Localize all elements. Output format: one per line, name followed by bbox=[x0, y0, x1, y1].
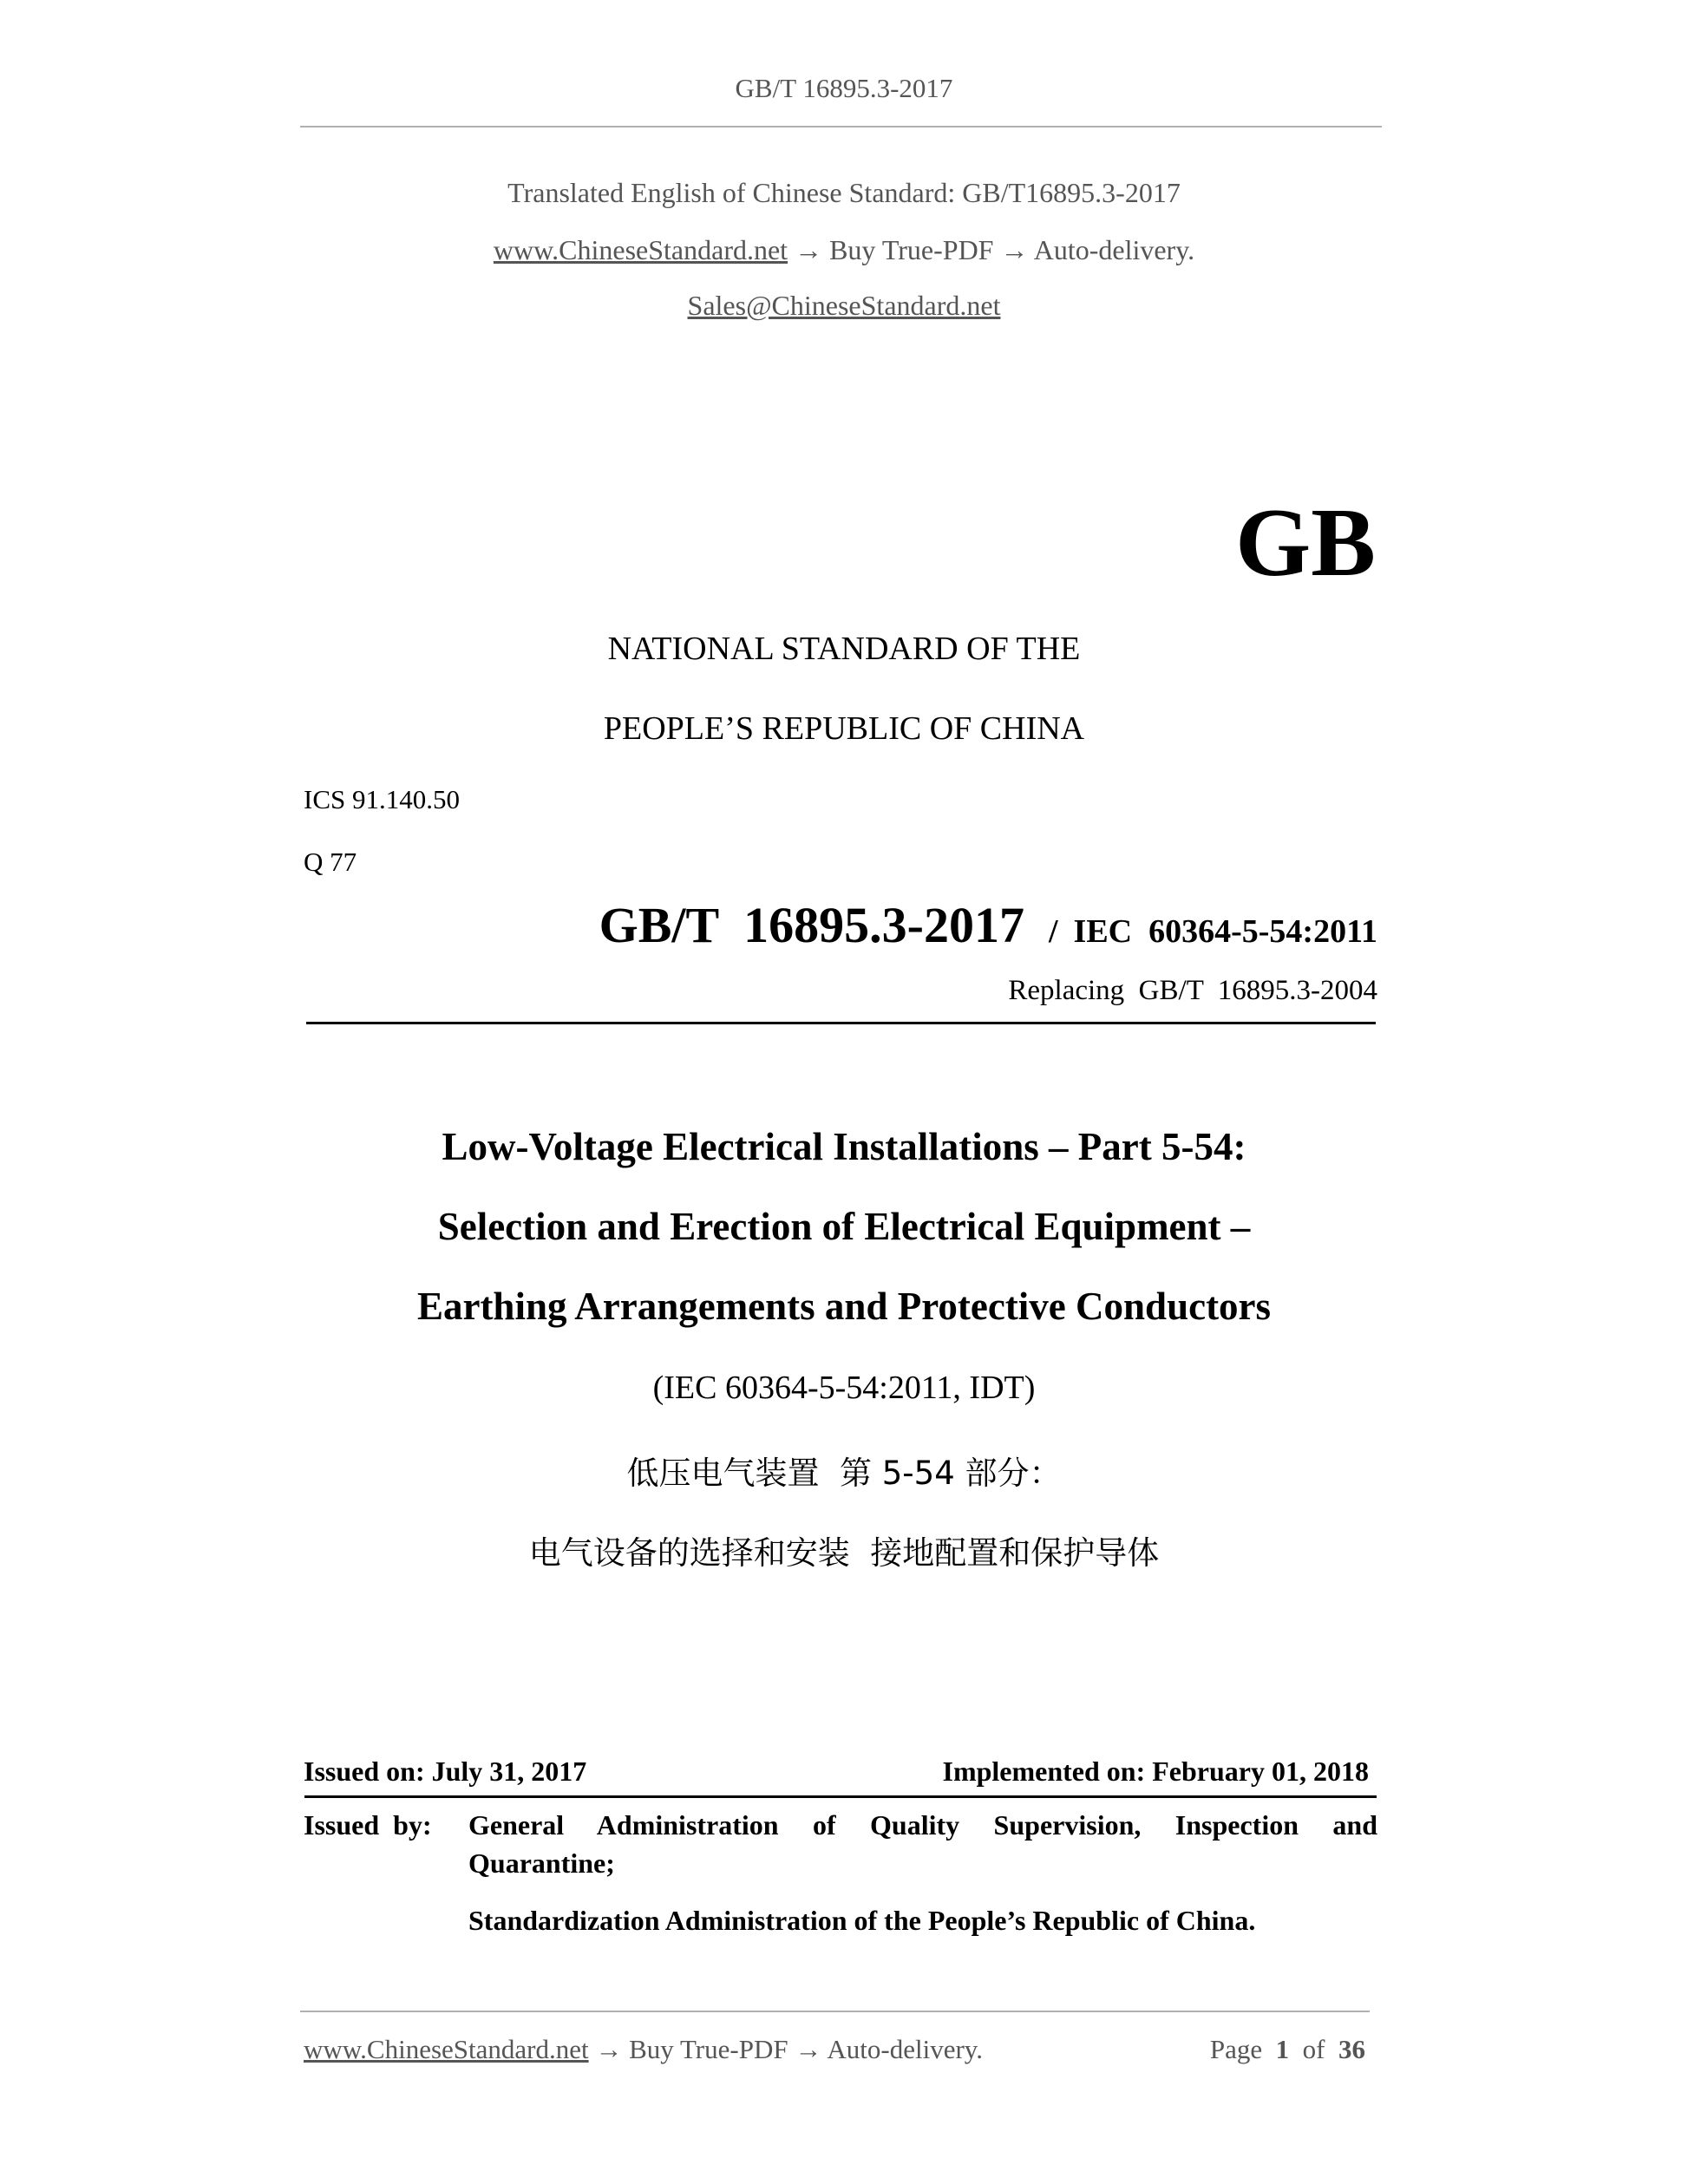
chinese-title-line-2: 电气设备的选择和安装 接地配置和保护导体 bbox=[528, 1534, 1160, 1572]
arrow-icon: → bbox=[595, 2034, 623, 2064]
standard-number-line bbox=[599, 897, 1377, 953]
page-indicator bbox=[1210, 2034, 1365, 2065]
header-divider bbox=[300, 126, 1382, 128]
page-label: Page bbox=[1209, 2034, 1263, 2064]
standard-number: GB/T 16895.3-2017 bbox=[599, 897, 1024, 953]
title-line-2: Selection and Erection of Electrical Equipment – bbox=[437, 1205, 1251, 1248]
site-link[interactable]: www.ChineseStandard.net bbox=[493, 234, 788, 265]
implemented-on: Implemented on: February 01, 2018 bbox=[942, 1756, 1369, 1787]
email-line bbox=[0, 290, 1688, 322]
running-header: GB/T 16895.3-2017 bbox=[735, 73, 953, 103]
arrow-icon: → bbox=[795, 2034, 822, 2064]
standard-separator: / bbox=[1048, 913, 1058, 950]
ics-code: ICS 91.140.50 bbox=[304, 784, 460, 814]
footer-divider bbox=[300, 2011, 1370, 2012]
title-line-3: Earthing Arrangements and Protective Conductors bbox=[416, 1285, 1272, 1328]
issued-on: Issued on: July 31, 2017 bbox=[304, 1756, 587, 1787]
replacing-note: Replacing GB/T 16895.3-2004 bbox=[1008, 975, 1377, 1006]
page-total: 36 bbox=[1338, 2034, 1365, 2064]
iec-equivalent: IEC 60364-5-54:2011 bbox=[1073, 913, 1377, 950]
delivery-text: Auto-delivery. bbox=[1033, 234, 1195, 265]
arrow-icon: → bbox=[1000, 234, 1029, 265]
footer-delivery-text: Auto-delivery. bbox=[827, 2034, 984, 2064]
national-standard-line-2: PEOPLE’S REPUBLIC OF CHINA bbox=[603, 710, 1085, 747]
translation-notice: Translated English of Chinese Standard: GB/T16895.3-2017 bbox=[507, 177, 1181, 208]
title-divider bbox=[306, 1022, 1376, 1024]
buy-text: Buy True-PDF bbox=[829, 234, 994, 265]
footer-links bbox=[304, 2034, 983, 2065]
page-number: 1 bbox=[1275, 2034, 1290, 2064]
chinese-title-line-1: 低压电气装置 第 5-54 部分： bbox=[626, 1455, 1062, 1492]
issued-by-line-2: Quarantine; bbox=[468, 1847, 615, 1879]
gb-mark: GB bbox=[1235, 489, 1376, 597]
promo-links bbox=[0, 234, 1688, 266]
national-standard-line-1: NATIONAL STANDARD OF THE bbox=[607, 631, 1081, 667]
email-link[interactable]: Sales@ChineseStandard.net bbox=[687, 290, 1001, 321]
footer-site-link[interactable]: www.ChineseStandard.net bbox=[304, 2034, 589, 2064]
ccs-code: Q 77 bbox=[304, 847, 357, 877]
idt-note: (IEC 60364-5-54:2011, IDT) bbox=[652, 1370, 1036, 1406]
issuance-divider bbox=[304, 1795, 1377, 1798]
issued-by-line-1: General Administration of Quality Supervision, Inspection and bbox=[468, 1809, 1377, 1841]
footer-buy-text: Buy True-PDF bbox=[629, 2034, 788, 2064]
issued-by-line-3: Standardization Administration of the People’s Republic of China. bbox=[468, 1905, 1256, 1936]
of-label: of bbox=[1302, 2034, 1325, 2064]
issued-by-label: Issued by: bbox=[304, 1809, 432, 1841]
arrow-icon: → bbox=[795, 234, 823, 265]
title-line-1: Low-Voltage Electrical Installations – Part 5-54: bbox=[442, 1125, 1246, 1168]
